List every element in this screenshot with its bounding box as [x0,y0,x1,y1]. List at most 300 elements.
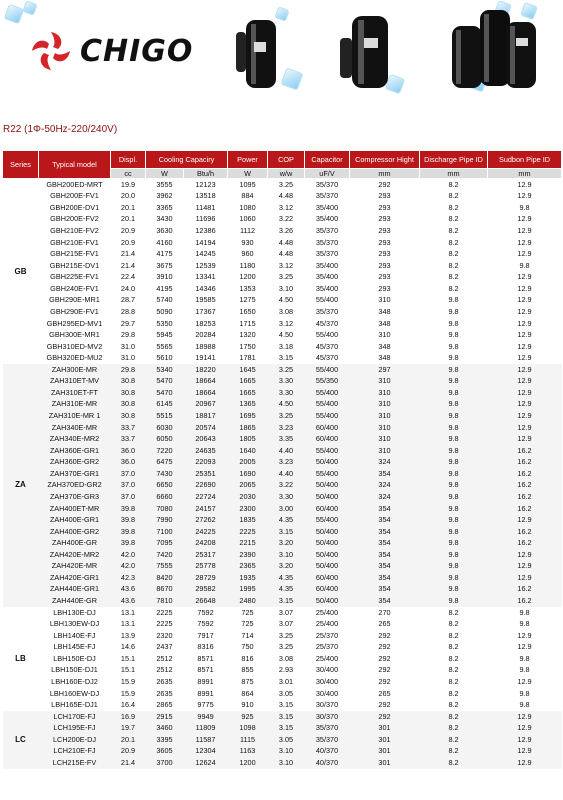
table-cell: 9.8 [420,364,488,376]
table-cell: ZAH420E-MR2 [39,549,111,561]
table-cell: 55/400 [305,399,350,411]
table-row [3,607,562,619]
table-cell: ZAH370E-GR1 [39,468,111,480]
table-cell: GBH225E-FV1 [39,272,111,284]
table-cell: 3395 [146,734,184,746]
table-cell: 22690 [184,480,228,492]
table-cell: ZAH400E-GR1 [39,514,111,526]
table-cell: 9.8 [420,514,488,526]
table-cell: 19.9 [111,179,146,191]
table-cell: 3.07 [268,618,305,630]
table-cell: 16.2 [488,468,562,480]
table-cell: 910 [228,699,268,711]
table-cell: 12.9 [488,399,562,411]
table-row [3,688,562,700]
table-cell: 292 [350,653,420,665]
table-cell: 13518 [184,191,228,203]
col-series-header: Series [3,151,39,179]
table-cell: 3.15 [268,722,305,734]
table-cell: 3.10 [268,283,305,295]
table-cell: 301 [350,757,420,769]
table-row [3,248,562,260]
table-cell: 18988 [184,341,228,353]
table-cell: 310 [350,445,420,457]
table-cell: 3.10 [268,549,305,561]
table-cell: 12123 [184,179,228,191]
table-cell: 14.6 [111,642,146,654]
table-row [3,572,562,584]
table-cell: 8.2 [420,179,488,191]
table-cell: 1640 [228,445,268,457]
table-cell: ZAH340E-MR2 [39,433,111,445]
table-cell: 13.9 [111,630,146,642]
table-cell: GBH210E-FV2 [39,225,111,237]
table-cell: 1200 [228,272,268,284]
table-cell: LCH195E-FJ [39,722,111,734]
table-cell: 12.9 [488,422,562,434]
table-cell: 3700 [146,757,184,769]
table-cell: 6030 [146,422,184,434]
compressor-image [232,12,284,92]
table-cell: 55/400 [305,445,350,457]
table-cell: 22093 [184,457,228,469]
table-cell: 43.6 [111,595,146,607]
table-cell: 9.8 [420,537,488,549]
table-cell: 1095 [228,179,268,191]
table-cell: 25/400 [305,618,350,630]
table-cell: 4.48 [268,248,305,260]
table-cell: 12.9 [488,306,562,318]
table-cell: 725 [228,607,268,619]
table-cell: 9.8 [420,468,488,480]
table-cell: 6650 [146,480,184,492]
table-cell: 1200 [228,757,268,769]
table-cell: GBH290E-FV1 [39,306,111,318]
table-row [3,503,562,515]
table-cell: 29.7 [111,318,146,330]
table-cell: 9.8 [420,318,488,330]
table-cell: 29582 [184,584,228,596]
table-cell: GBH200E-FV1 [39,191,111,203]
table-cell: LBH160EW-DJ [39,688,111,700]
table-cell: 2005 [228,457,268,469]
table-row [3,295,562,307]
table-cell: GBH200ED-MRT [39,179,111,191]
table-cell: 43.6 [111,584,146,596]
table-cell: 12.9 [488,283,562,295]
table-cell: 3.05 [268,734,305,746]
col-capacity-header: Cooling Capaciry [146,151,228,169]
table-cell: 3.07 [268,607,305,619]
table-row [3,642,562,654]
table-cell: 7095 [146,537,184,549]
table-row [3,757,562,769]
table-cell: ZAH310E-MR [39,399,111,411]
table-cell: ZAH340E-MR [39,422,111,434]
col-height-header: Compressor Hight [350,151,420,169]
table-cell: 884 [228,191,268,203]
table-cell: 16.2 [488,584,562,596]
table-cell: 35/400 [305,202,350,214]
table-cell: 16.2 [488,457,562,469]
table-cell: 3.25 [268,364,305,376]
table-cell: 354 [350,561,420,573]
col-capacitor-header: Capacitor [305,151,350,169]
table-cell: 20.9 [111,237,146,249]
brand-name: CHIGO [80,33,194,69]
table-cell: 3.25 [268,642,305,654]
table-cell: 310 [350,387,420,399]
table-cell: 292 [350,711,420,723]
table-cell: ZAH310ET-FT [39,387,111,399]
table-cell: ZAH360E-GR2 [39,457,111,469]
table-cell: 5515 [146,410,184,422]
table-cell: 354 [350,549,420,561]
table-cell: 1835 [228,514,268,526]
table-cell: 12.9 [488,364,562,376]
table-cell: 20.9 [111,225,146,237]
table-cell: 18664 [184,387,228,399]
table-row [3,584,562,596]
table-cell: GBH200E-DV1 [39,202,111,214]
table-cell: 1080 [228,202,268,214]
table-cell: 16.2 [488,491,562,503]
table-cell: GBH310ED-MV2 [39,341,111,353]
table-cell: 25/400 [305,607,350,619]
table-cell: 9.8 [420,352,488,364]
table-cell: 12539 [184,260,228,272]
table-cell: GBH210E-FV1 [39,237,111,249]
series-cell: ZA [3,364,39,607]
table-row [3,468,562,480]
table-cell: LBH150E-DJ [39,653,111,665]
table-cell: 8.2 [420,722,488,734]
table-cell: 3.15 [268,699,305,711]
col-model-header: Typical model [39,151,111,179]
table-body [3,179,562,769]
table-cell: 9.8 [488,688,562,700]
unit-cap-btu: Btu/h [184,169,228,179]
table-row [3,225,562,237]
table-cell: GBH295ED-MV1 [39,318,111,330]
table-cell: 8.2 [420,688,488,700]
table-cell: 21.4 [111,260,146,272]
table-cell: 7592 [184,607,228,619]
table-cell: 1163 [228,746,268,758]
table-cell: 8670 [146,584,184,596]
table-cell: 2030 [228,491,268,503]
table-cell: 55/400 [305,514,350,526]
table-cell: 3.25 [268,410,305,422]
table-cell: ZAH400E-GR [39,537,111,549]
refrigerant-subtitle: R22 (1Φ-50Hz-220/240V) [3,124,118,135]
table-cell: 875 [228,676,268,688]
table-cell: 36.0 [111,457,146,469]
table-cell: GBH240E-FV1 [39,283,111,295]
table-cell: 1060 [228,214,268,226]
table-cell: 33.7 [111,433,146,445]
table-cell: 3.08 [268,653,305,665]
table-cell: 3675 [146,260,184,272]
table-row [3,329,562,341]
table-cell: 8991 [184,676,228,688]
table-cell: 20.1 [111,734,146,746]
table-cell: 11809 [184,722,228,734]
table-cell: 3.20 [268,561,305,573]
table-cell: 3910 [146,272,184,284]
table-cell: 4175 [146,248,184,260]
table-cell: 310 [350,329,420,341]
table-cell: 15.9 [111,676,146,688]
table-cell: LBH160E-DJ2 [39,676,111,688]
table-cell: 12.9 [488,179,562,191]
table-cell: 3.12 [268,202,305,214]
unit-power: W [228,169,268,179]
table-cell: 354 [350,584,420,596]
table-cell: 20574 [184,422,228,434]
table-row [3,457,562,469]
table-cell: 9.8 [420,572,488,584]
table-cell: 9.8 [420,561,488,573]
table-cell: 855 [228,665,268,677]
table-cell: 50/400 [305,549,350,561]
table-cell: 12.9 [488,514,562,526]
table-cell: 9.8 [488,607,562,619]
brand-logo [30,30,193,72]
table-cell: 8.2 [420,618,488,630]
table-cell: 9.8 [420,410,488,422]
table-cell: 310 [350,433,420,445]
table-cell: 293 [350,248,420,260]
table-cell: 35/370 [305,734,350,746]
table-cell: 12.9 [488,676,562,688]
table-cell: 14245 [184,248,228,260]
table-cell: 3.22 [268,214,305,226]
table-cell: 301 [350,722,420,734]
table-cell: 3.30 [268,491,305,503]
table-cell: ZAH440E-GR1 [39,584,111,596]
table-cell: 28729 [184,572,228,584]
table-cell: 60/400 [305,572,350,584]
table-header-row [3,151,562,169]
table-cell: 60/400 [305,422,350,434]
table-cell: 21.4 [111,757,146,769]
table-cell: 60/400 [305,433,350,445]
table-cell: 3.25 [268,630,305,642]
table-cell: 4.35 [268,584,305,596]
table-cell: 20643 [184,433,228,445]
table-cell: 1098 [228,722,268,734]
table-cell: ZAH370ED-GR2 [39,480,111,492]
table-cell: 8.2 [420,699,488,711]
table-row [3,341,562,353]
table-cell: 30.8 [111,376,146,388]
table-cell: GBH215E-DV1 [39,260,111,272]
table-cell: 12.9 [488,272,562,284]
series-cell: LC [3,711,39,769]
table-cell: 7080 [146,503,184,515]
table-cell: 3365 [146,202,184,214]
table-cell: 9.8 [420,526,488,538]
table-cell: 1695 [228,410,268,422]
table-cell: 925 [228,711,268,723]
table-cell: GBH215E-FV1 [39,248,111,260]
table-cell: 3460 [146,722,184,734]
table-cell: 50/400 [305,526,350,538]
page-header [0,0,563,108]
table-cell: 324 [350,480,420,492]
table-cell: 24157 [184,503,228,515]
table-cell: 4.35 [268,514,305,526]
table-cell: 8571 [184,653,228,665]
table-cell: 4.50 [268,295,305,307]
table-row [3,653,562,665]
table-row [3,549,562,561]
table-cell: 8420 [146,572,184,584]
unit-cop: w/w [268,169,305,179]
table-cell: 293 [350,214,420,226]
table-cell: 12.9 [488,630,562,642]
table-cell: 4.48 [268,191,305,203]
table-cell: 12386 [184,225,228,237]
table-row [3,433,562,445]
table-cell: 18664 [184,376,228,388]
table-cell: 1715 [228,318,268,330]
table-cell: 293 [350,225,420,237]
table-cell: 9949 [184,711,228,723]
table-cell: 35/370 [305,722,350,734]
table-row [3,306,562,318]
table-cell: 3.23 [268,457,305,469]
table-cell: 2437 [146,642,184,654]
table-cell: 3.08 [268,306,305,318]
table-cell: 28.7 [111,295,146,307]
table-cell: 29.8 [111,364,146,376]
table-cell: ZAH360E-GR1 [39,445,111,457]
table-cell: 9.8 [488,653,562,665]
table-cell: 25778 [184,561,228,573]
table-cell: 5350 [146,318,184,330]
table-cell: 9.8 [420,445,488,457]
table-cell: 292 [350,665,420,677]
col-discharge-header: Discharge Pipe ID [420,151,488,169]
table-cell: 1353 [228,283,268,295]
table-cell: LCH210E-FJ [39,746,111,758]
table-cell: 55/350 [305,376,350,388]
table-cell: 8991 [184,688,228,700]
table-row [3,561,562,573]
table-cell: GBH300E-MR1 [39,329,111,341]
table-cell: 8.2 [420,607,488,619]
table-cell: 24.0 [111,283,146,295]
table-cell: GBH320ED-MU2 [39,352,111,364]
table-cell: 31.0 [111,352,146,364]
table-cell: 42.0 [111,549,146,561]
table-cell: 9.8 [420,549,488,561]
table-cell: LCH170E-FJ [39,711,111,723]
table-row [3,191,562,203]
table-cell: 8.2 [420,711,488,723]
table-cell: 354 [350,514,420,526]
table-cell: 12.9 [488,561,562,573]
table-cell: 12.9 [488,572,562,584]
table-cell: 31.0 [111,341,146,353]
ice-cube-icon [22,0,37,15]
table-cell: 3.15 [268,711,305,723]
table-row [3,595,562,607]
unit-discharge: mm [420,169,488,179]
table-cell: 293 [350,202,420,214]
table-cell: 9.8 [420,480,488,492]
table-cell: 35/370 [305,225,350,237]
table-cell: 8.2 [420,653,488,665]
unit-capacitor: uF/V [305,169,350,179]
table-cell: 270 [350,607,420,619]
table-cell: 12.9 [488,549,562,561]
table-cell: 8.2 [420,757,488,769]
table-cell: 1650 [228,306,268,318]
table-cell: 30.8 [111,410,146,422]
table-cell: 45/370 [305,352,350,364]
table-cell: 12.9 [488,711,562,723]
table-cell: 3.26 [268,225,305,237]
table-row [3,480,562,492]
table-cell: 8.2 [420,202,488,214]
table-cell: 8.2 [420,272,488,284]
table-cell: 35/370 [305,179,350,191]
table-cell: 35/370 [305,248,350,260]
table-row [3,376,562,388]
table-cell: 324 [350,491,420,503]
table-cell: 348 [350,306,420,318]
table-cell: ZAH400E-GR2 [39,526,111,538]
table-cell: 12.9 [488,225,562,237]
table-cell: 19141 [184,352,228,364]
table-cell: 55/400 [305,468,350,480]
table-cell: 9.8 [420,595,488,607]
compressor-spec-table [2,150,562,769]
table-row [3,537,562,549]
table-cell: 2225 [146,618,184,630]
table-cell: 9.8 [420,387,488,399]
table-cell: 7430 [146,468,184,480]
table-row [3,734,562,746]
table-cell: 3.18 [268,341,305,353]
table-cell: 2365 [228,561,268,573]
table-cell: 50/400 [305,561,350,573]
table-cell: 310 [350,422,420,434]
table-cell: 25351 [184,468,228,480]
table-cell: ZAH440E-GR [39,595,111,607]
table-cell: 24635 [184,445,228,457]
table-cell: 18220 [184,364,228,376]
table-cell: 1750 [228,341,268,353]
table-cell: 24208 [184,537,228,549]
table-cell: 60/400 [305,584,350,596]
table-row [3,699,562,711]
table-cell: LBH165E-DJ1 [39,699,111,711]
table-cell: 714 [228,630,268,642]
table-cell: 348 [350,352,420,364]
table-cell: 9.8 [488,665,562,677]
table-cell: 1320 [228,329,268,341]
table-cell: 5470 [146,376,184,388]
table-row [3,214,562,226]
chigo-swirl-icon [30,30,72,72]
table-cell: 26648 [184,595,228,607]
unit-suction: mm [488,169,562,179]
table-cell: 42.0 [111,561,146,573]
